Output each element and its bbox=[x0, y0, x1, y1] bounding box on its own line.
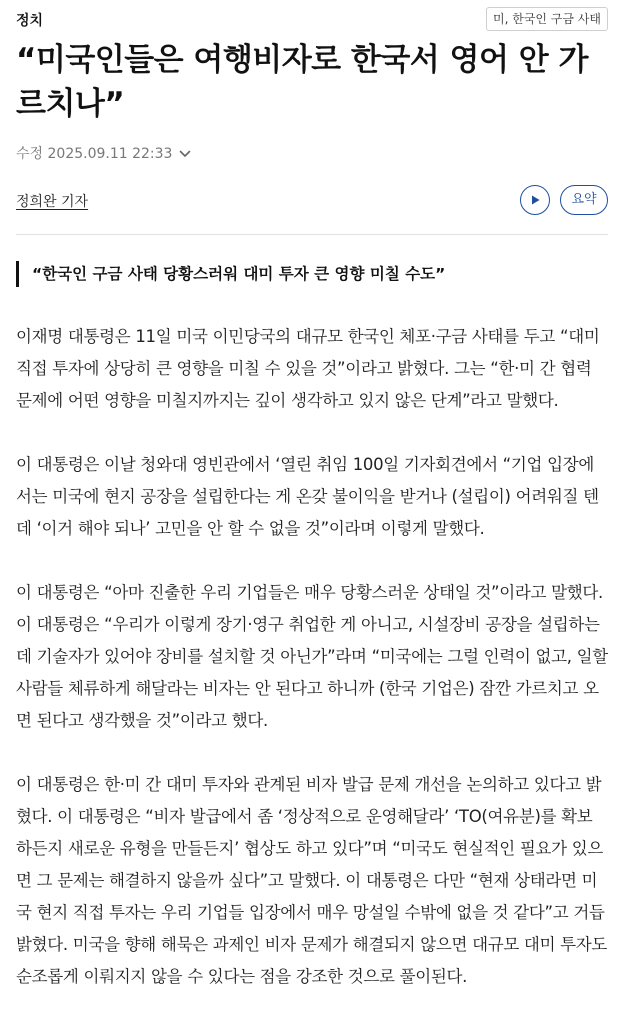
summary-button[interactable]: 요약 bbox=[560, 185, 608, 215]
article-title: “미국인들은 여행비자로 한국서 영어 안 가르치나” bbox=[16, 42, 588, 122]
play-icon bbox=[529, 194, 541, 206]
article-subheading: “한국인 구금 사태 당황스러워 대미 투자 큰 영향 미칠 수도” bbox=[16, 261, 608, 287]
article-body bbox=[16, 321, 608, 993]
body-paragraph: 이재명 대통령은 11일 미국 이민당국의 대규모 한국인 체포·구금 사태를 두고 “대미 직접 투자에 상당히 큰 영향을 미칠 수 있을 것”이라고 밝혔다. 그는 “한·미 간 협력 문제에 어떤 영향을 미칠지까지는 깊이 생각하고 있지 않은 단계”라고 말했다. bbox=[16, 327, 600, 410]
section-label[interactable]: 정치 bbox=[16, 13, 44, 29]
body-paragraph: 이 대통령은 한·미 간 대미 투자와 관계된 비자 발급 문제 개선을 논의하고 있다고 밝혔다. 이 대통령은 “비자 발급에서 좀 ‘정상적으로 운영해달라’ ‘TO(여유분)를 확보하든지 새로운 유형을 만들든지’ 협상도 하고 있다”며 “미국도 현실적인 필요가 있으면 그 문제는 해결하지 않을까 싶다”고 말했다. 이 대통령은 다만 “현재 상태라면 미국 현지 직접 투자는 우리 기업들 입장에서 매우 망설일 수밖에 없을 것 같다”고 거듭 밝혔다. 미국을 향해 해묵은 과제인 비자 문제가 해결되지 않으면 대규모 대미 투자도 순조롭게 이뤄지지 않을 수 있다는 점을 강조한 것으로 풀이된다. bbox=[16, 775, 608, 986]
article-meta[interactable] bbox=[16, 143, 608, 165]
chevron-down-icon[interactable] bbox=[178, 147, 192, 161]
body-paragraph: 이 대통령은 “아마 진출한 우리 기업들은 매우 당황스러운 상태일 것”이라고 말했다. 이 대통령은 “우리가 이렇게 장기·영구 취업한 게 아니고, 시설장비 공장을 설립하는데 기술자가 있어야 장비를 설치할 것 아닌가”라며 “미국에는 그럴 인력이 없고, 일할 사람들 체류하게 해달라는 비자는 안 된다고 하니까 (한국 기업은) 잠깐 가르치고 오면 된다고 생각했을 것”이라고 했다. bbox=[16, 583, 608, 730]
updated-timestamp: 수정 2025.09.11 22:33 bbox=[16, 146, 173, 162]
topic-tag[interactable]: 미, 한국인 구금 사태 bbox=[486, 7, 608, 31]
article-page bbox=[16, 0, 608, 1025]
audio-play-button[interactable] bbox=[520, 185, 550, 215]
divider bbox=[16, 234, 608, 235]
top-bar bbox=[16, 0, 608, 38]
body-paragraph: 이 대통령은 이날 청와대 영빈관에서 ‘열린 취임 100일 기자회견에서 “기업 입장에서는 미국에 현지 공장을 설립한다는 게 온갖 불이익을 받거나 (설립이) 어려워질 텐데 ‘이거 해야 되나’ 고민을 안 할 수 없을 것”이라며 이렇게 말했다. bbox=[16, 455, 599, 538]
byline bbox=[16, 181, 608, 221]
author-link[interactable]: 정희완 기자 bbox=[16, 194, 89, 210]
